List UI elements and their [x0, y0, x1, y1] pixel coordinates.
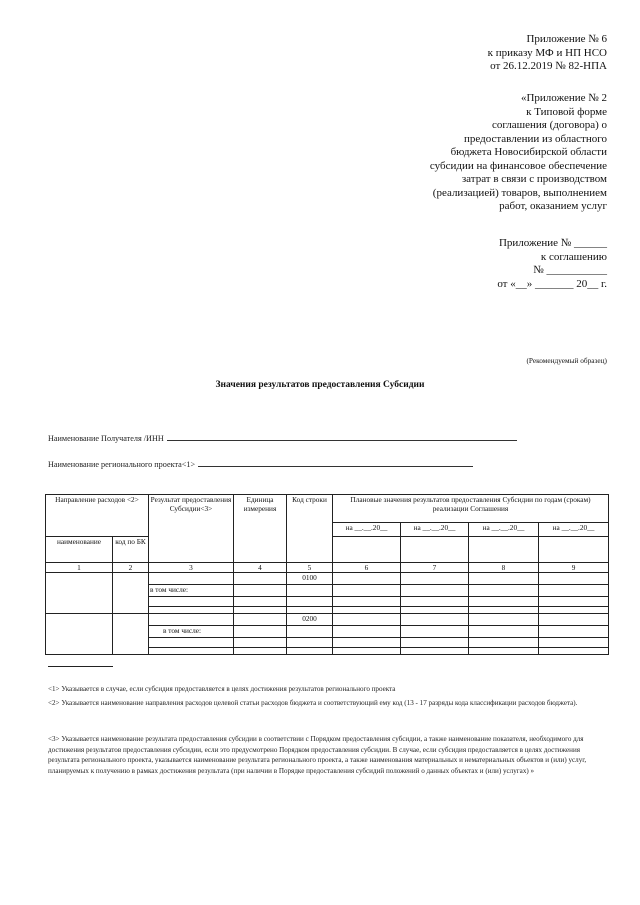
- header-date: на __.__.20__: [469, 523, 539, 537]
- order-reference: [488, 33, 607, 74]
- form-reference: [430, 92, 607, 214]
- order-line: от 26.12.2019 № 82-НПА: [490, 60, 607, 72]
- agreement-line: № ___________: [533, 264, 607, 276]
- results-table: [45, 494, 609, 655]
- table-row: [46, 573, 609, 585]
- footnote-3: <3> Указывается наименование результата предоставления субсидии в соответствии с Порядком предоставления субсидии, а также наименование показателя, необходимого для достижения результатов предоставления субсидии, если это предусмотрено Порядком предоставления субсидии. В случае, если субсидия предоставляется в целях достижения результата регионального проекта, указывается наименование результата регионального проекта, а также наименования материальных и нематериальных объектов и (или) услуг, планируемых к получению в рамках достижения результата (при наличии в Порядке предоставления субсидий положений о данных объектах и (или) услугах) »: [48, 735, 587, 775]
- including-label: в том числе:: [149, 626, 234, 638]
- form-line: затрат в связи с производством: [461, 173, 607, 185]
- form-line: работ, оказанием услуг: [499, 200, 607, 212]
- recipient-field: [48, 432, 517, 443]
- header-direction: Направление расходов <2>: [46, 495, 149, 537]
- col-number: 9: [539, 563, 609, 573]
- form-line: (реализацией) товаров, выполнением: [432, 186, 607, 199]
- col-number: 8: [469, 563, 539, 573]
- form-line: субсидии на финансовое обеспечение: [429, 159, 607, 172]
- header-date: на __.__.20__: [401, 523, 469, 537]
- header-code: Код строки: [287, 495, 333, 563]
- agreement-reference: [497, 237, 607, 291]
- project-input-line[interactable]: [198, 458, 473, 467]
- agreement-line: Приложение № ______: [498, 237, 607, 249]
- header-unit: Единица измерения: [234, 495, 287, 563]
- agreement-line: к соглашению: [540, 250, 607, 263]
- project-label: Наименование регионального проекта<1>: [48, 460, 196, 469]
- agreement-line: от «__» _______ 20__ г.: [497, 277, 607, 290]
- col-number: 4: [234, 563, 287, 573]
- header-date: на __.__.20__: [539, 523, 609, 537]
- order-line: к приказу МФ и НП НСО: [487, 46, 607, 59]
- footnote-divider: [48, 666, 113, 667]
- recipient-label: Наименование Получателя /ИНН: [48, 434, 164, 443]
- col-number: 3: [149, 563, 234, 573]
- row-code: 0100: [287, 573, 333, 585]
- col-number: 5: [287, 563, 333, 573]
- page-title: Значения результатов предоставления Субсидии: [215, 380, 425, 390]
- col-number: 6: [333, 563, 401, 573]
- project-field: [48, 458, 473, 469]
- header-date: на __.__.20__: [333, 523, 401, 537]
- header-name: наименование: [46, 537, 113, 563]
- col-number: 1: [46, 563, 113, 573]
- form-line: бюджета Новосибирской области: [450, 146, 607, 158]
- footnote-2: <2> Указывается наименование направления расходов целевой статьи расходов бюджета и соответствующий ему код (13 - 17 разряды кода классификации расходов бюджета).: [48, 699, 578, 707]
- form-line: к Типовой форме: [526, 105, 607, 118]
- header-result: Результат предоставления Субсидии<3>: [149, 495, 234, 563]
- sample-note: (Рекомендуемый образец): [526, 356, 607, 365]
- row-code: 0200: [287, 614, 333, 626]
- form-line: «Приложение № 2: [520, 92, 607, 104]
- col-number: 7: [401, 563, 469, 573]
- header-planned: Плановые значения результатов предоставления Субсидии по годам (срокам) реализации Соглашения: [333, 495, 609, 523]
- footnote-1: <1> Указывается в случае, если субсидия предоставляется в целях достижения результатов регионального проекта: [48, 685, 396, 693]
- header-bk-code: код по БК: [113, 537, 149, 563]
- table-row: [46, 614, 609, 626]
- form-line: соглашения (договора) о: [491, 119, 607, 131]
- form-line: предоставлении из областного: [463, 132, 607, 145]
- order-line: Приложение № 6: [526, 33, 607, 45]
- recipient-input-line[interactable]: [167, 432, 517, 441]
- including-label: в том числе:: [149, 585, 234, 597]
- col-number: 2: [113, 563, 149, 573]
